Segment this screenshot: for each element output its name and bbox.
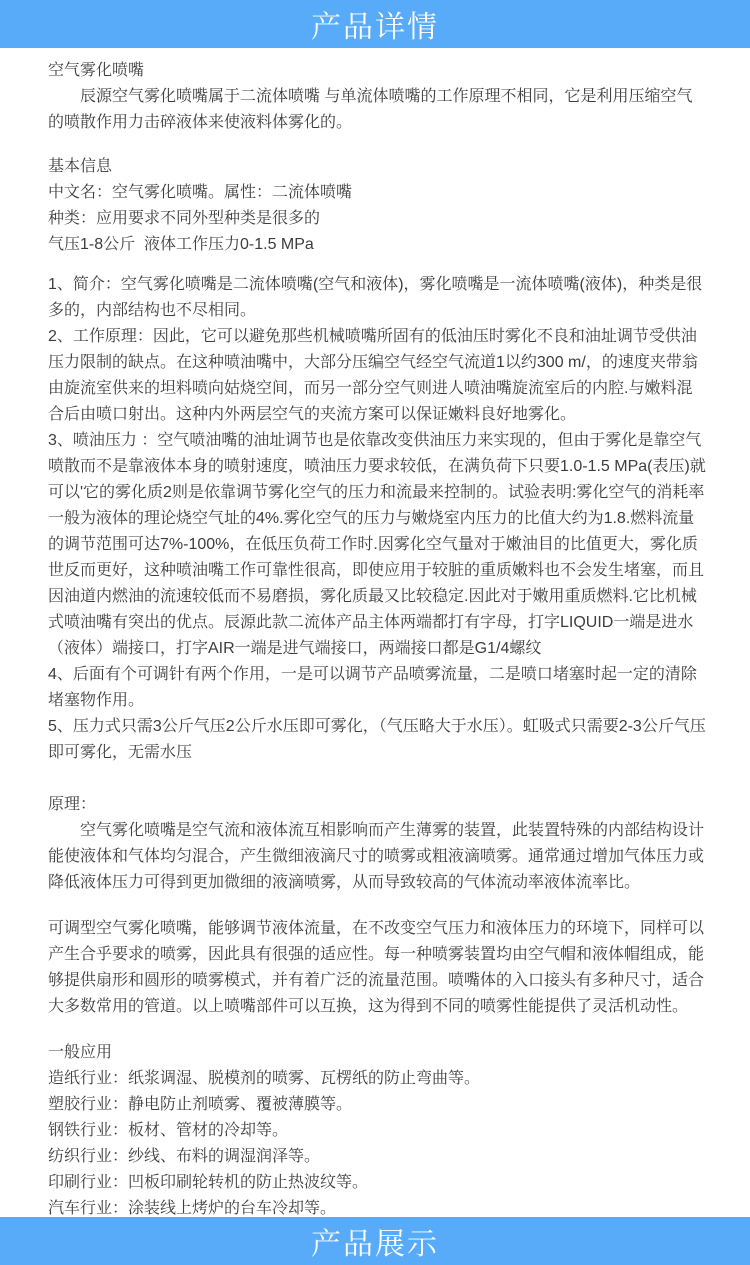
numbered-list [48,272,706,766]
basic-info-line: 气压1-8公斤 液体工作压力0-1.5 MPa [48,236,314,253]
application-line-plastic: 塑胶行业：静电防止剂喷雾、覆被薄膜等。 [48,1096,353,1113]
principle-heading: 原理： [48,796,97,813]
numbered-item-3: 3、喷油压力 ：空气喷油嘴的油址调节也是依靠改变供油压力来实现的，但由于雾化是靠空气喷散而不是靠液体本身的喷射速度，喷油压力要求较低，在满负荷下只要1.0-1.5 MPa(表压)就可以'它的雾化质2则是依靠调节雾化空气的压力和流最来控制的。试验表明:雾化空气的消耗率一般为液体的理论烧空气址的4%.雾化空气的压力与嫩烧室内压力的比值大约为1.8.燃料流量的调节范围可达7%-100%，在低压负荷工作时.因雾化空气量对于嫩油目的比值更大，雾化质世反而更好，这种喷油嘴工作可靠性很高，即使应用于较脏的重质嫩料也不会发生堵塞，而且因油道内燃油的流速较低而不易磨损，雾化质最又比较稳定.因此对于嫩用重质燃料.它比机械式喷油嘴有突出的优点。辰源此款二流体产品主体两端都打有字母，打字LIQUID一端是进水（液体）端接口，打字AIR一端是进气端接口，两端接口都是G1/4螺纹 [48,432,706,657]
principle-paragraph: 空气雾化喷嘴是空气流和液体流互相影响而产生薄雾的装置，此装置特殊的内部结构设计能使液体和气体均匀混合，产生微细液滴尺寸的喷雾或粗液滴喷雾。通常通过增加气体压力或降低液体压力可得到更加微细的液滴喷雾，从而导致较高的气体流动率液体流率比。 [48,822,705,891]
basic-info-section [48,154,706,258]
numbered-item-1: 1、简介：空气雾化喷嘴是二流体喷嘴(空气和液体)，雾化喷嘴是一流体喷嘴(液体)，种类是很多的，内部结构也不尽相同。 [48,276,703,319]
numbered-item-4: 4、后面有个可调针有两个作用，一是可以调节产品喷雾流量，二是喷口堵塞时起一定的清除堵塞物作用。 [48,666,697,709]
product-detail-content [0,48,750,1217]
adjustable-nozzle-paragraph: 可调型空气雾化喷嘴，能够调节液体流量，在不改变空气压力和液体压力的环境下，同样可以产生合乎要求的喷雾，因此具有很强的适应性。每一种喷雾装置均由空气帽和液体帽组成，能够提供扇形和圆形的喷雾模式，并有着广泛的流量范围。喷嘴体的入口接头有多种尺寸，适合大多数常用的管道。以上喷嘴部件可以互换，这为得到不同的喷雾性能提供了灵活机动性。 [48,920,705,1015]
principle-section [48,792,706,1020]
footer-banner [0,1217,750,1265]
header-banner [0,0,750,48]
header-banner-title: 产品详情 [311,11,439,44]
application-line-printing: 印刷行业：凹板印刷轮转机的防止热波纹等。 [48,1174,369,1191]
basic-info-line: 中文名：空气雾化喷嘴。属性：二流体喷嘴 [48,184,353,201]
application-line-paper: 造纸行业：纸浆调湿、脱模剂的喷雾、瓦楞纸的防止弯曲等。 [48,1070,481,1087]
product-title: 空气雾化喷嘴 [48,62,145,79]
intro-paragraph: 辰源空气雾化喷嘴属于二流体喷嘴 与单流体喷嘴的工作原理不相同，它是利用压缩空气的喷散作用力击碎液体来使液料体雾化的。 [48,88,693,131]
basic-info-line: 种类：应用要求不同外型种类是很多的 [48,210,321,227]
numbered-item-2: 2、工作原理：因此，它可以避免那些机械喷嘴所固有的低油压时雾化不良和油址调节受供油压力限制的缺点。在这种喷油嘴中，大部分压编空气经空气流道1以约300 m/，的速度夹带翁由旋流室供来的坦料喷向姑烧空间，而另一部分空气则进人喷油嘴旋流室后的内腔.与嫩料混合后由喷口射出。这种内外两层空气的夹流方案可以保证嫩料良好地雾化。 [48,328,698,423]
application-line-auto: 汽车行业：涂装线上烤炉的台车冷却等。 [48,1200,337,1217]
footer-banner-title: 产品展示 [311,1228,439,1261]
numbered-item-5: 5、压力式只需3公斤气压2公斤水压即可雾化，（气压略大于水压）。虹吸式只需要2-3公斤气压即可雾化，无需水压 [48,718,706,761]
application-line-textile: 纺织行业：纱线、布料的调湿润泽等。 [48,1148,321,1165]
basic-info-heading: 基本信息 [48,158,113,175]
application-line-steel: 钢铁行业：板材、管材的冷却等。 [48,1122,289,1139]
applications-heading: 一般应用 [48,1044,113,1061]
